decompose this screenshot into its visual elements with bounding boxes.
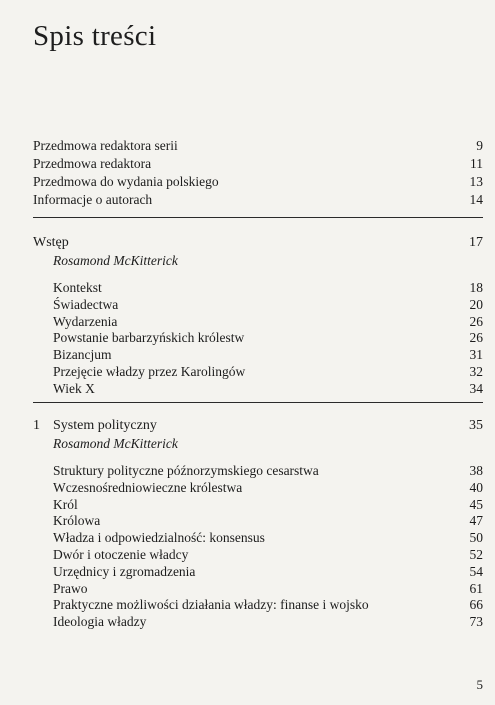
subsection-label: Dwór i otoczenie władcy bbox=[53, 546, 189, 562]
subsection-list bbox=[33, 463, 483, 631]
section-divider bbox=[33, 402, 483, 403]
subsection-entry bbox=[53, 547, 483, 564]
subsection-label: Kontekst bbox=[53, 280, 102, 295]
page-title: Spis treści bbox=[33, 20, 157, 52]
toc-entry bbox=[33, 191, 483, 209]
subsection-label: Wiek X bbox=[53, 380, 95, 396]
toc-entry-page: 11 bbox=[470, 156, 483, 171]
subsection-page: 32 bbox=[469, 363, 483, 379]
subsection-entry bbox=[53, 513, 483, 530]
subsection-label: Przejęcie władzy przez Karolingów bbox=[53, 363, 246, 379]
toc-entry-page: 13 bbox=[469, 174, 483, 189]
subsection-label: Wydarzenia bbox=[53, 313, 118, 329]
front-matter-list bbox=[33, 137, 483, 209]
subsection-page: 26 bbox=[469, 313, 483, 329]
subsection-entry bbox=[53, 597, 483, 614]
subsection-entry bbox=[53, 480, 483, 497]
subsection-page: 34 bbox=[469, 380, 483, 396]
subsection-entry bbox=[53, 364, 483, 381]
subsection-label: Bizancjum bbox=[53, 347, 112, 363]
subsection-label: Struktury polityczne późnorzymskiego cesarstwa bbox=[53, 463, 319, 478]
subsection-entry bbox=[53, 614, 483, 631]
toc-entry bbox=[33, 137, 483, 155]
subsection-page: 20 bbox=[469, 296, 483, 312]
subsection-label: Ideologia władzy bbox=[53, 614, 147, 630]
subsection-page: 38 bbox=[469, 463, 483, 478]
subsection-label: Król bbox=[53, 496, 78, 512]
subsection-label: Wczesnośredniowieczne królestwa bbox=[53, 479, 243, 495]
subsection-page: 73 bbox=[469, 614, 483, 630]
toc-entry bbox=[33, 173, 483, 191]
toc-entry-label: Przedmowa redaktora serii bbox=[33, 138, 178, 153]
subsection-page: 45 bbox=[469, 496, 483, 512]
subsection-label: Praktyczne możliwości działania władzy: finanse i wojsko bbox=[53, 597, 369, 613]
section-title: System polityczny bbox=[53, 418, 157, 433]
subsection-page: 61 bbox=[469, 580, 483, 596]
subsection-label: Prawo bbox=[53, 580, 88, 596]
section-author: Rosamond McKitterick bbox=[53, 253, 178, 268]
subsection-label: Urzędnicy i zgromadzenia bbox=[53, 563, 196, 579]
subsection-label: Powstanie barbarzyńskich królestw bbox=[53, 330, 245, 346]
toc-entry-page: 9 bbox=[476, 138, 483, 153]
toc-entry-label: Przedmowa redaktora bbox=[33, 156, 152, 171]
section-divider bbox=[33, 217, 483, 218]
subsection-entry bbox=[53, 381, 483, 398]
subsection-page: 18 bbox=[469, 280, 483, 295]
subsection-page: 47 bbox=[469, 513, 483, 529]
subsection-entry bbox=[53, 330, 483, 347]
toc-entry-label: Przedmowa do wydania polskiego bbox=[33, 174, 219, 189]
toc-entry-page: 14 bbox=[469, 192, 483, 207]
subsection-page: 66 bbox=[469, 597, 483, 613]
subsection-label: Królowa bbox=[53, 513, 101, 529]
section-page: 35 bbox=[469, 418, 483, 433]
subsection-label: Władza i odpowiedzialność: konsensus bbox=[53, 530, 265, 546]
section-number: 1 bbox=[33, 418, 40, 433]
subsection-entry bbox=[53, 297, 483, 314]
section-heading bbox=[33, 416, 483, 435]
subsection-entry bbox=[53, 530, 483, 547]
subsection-label: Świadectwa bbox=[53, 296, 119, 312]
subsection-entry bbox=[53, 581, 483, 598]
toc-entry bbox=[33, 155, 483, 173]
subsection-entry bbox=[53, 314, 483, 331]
subsection-list bbox=[33, 280, 483, 398]
section-page: 17 bbox=[469, 235, 483, 250]
subsection-entry bbox=[53, 280, 483, 297]
subsection-entry bbox=[53, 347, 483, 364]
toc-section-intro bbox=[33, 233, 483, 398]
subsection-page: 31 bbox=[469, 347, 483, 363]
section-heading bbox=[33, 233, 483, 252]
subsection-page: 52 bbox=[469, 546, 483, 562]
section-author: Rosamond McKitterick bbox=[53, 436, 178, 451]
subsection-page: 26 bbox=[469, 330, 483, 346]
subsection-page: 40 bbox=[469, 479, 483, 495]
section-title: Wstęp bbox=[33, 235, 69, 250]
page-number: 5 bbox=[476, 677, 483, 692]
subsection-entry bbox=[53, 497, 483, 514]
subsection-page: 50 bbox=[469, 530, 483, 546]
toc-section-1 bbox=[33, 416, 483, 631]
toc-entry-label: Informacje o autorach bbox=[33, 192, 153, 207]
subsection-page: 54 bbox=[469, 563, 483, 579]
subsection-entry bbox=[53, 463, 483, 480]
subsection-entry bbox=[53, 564, 483, 581]
